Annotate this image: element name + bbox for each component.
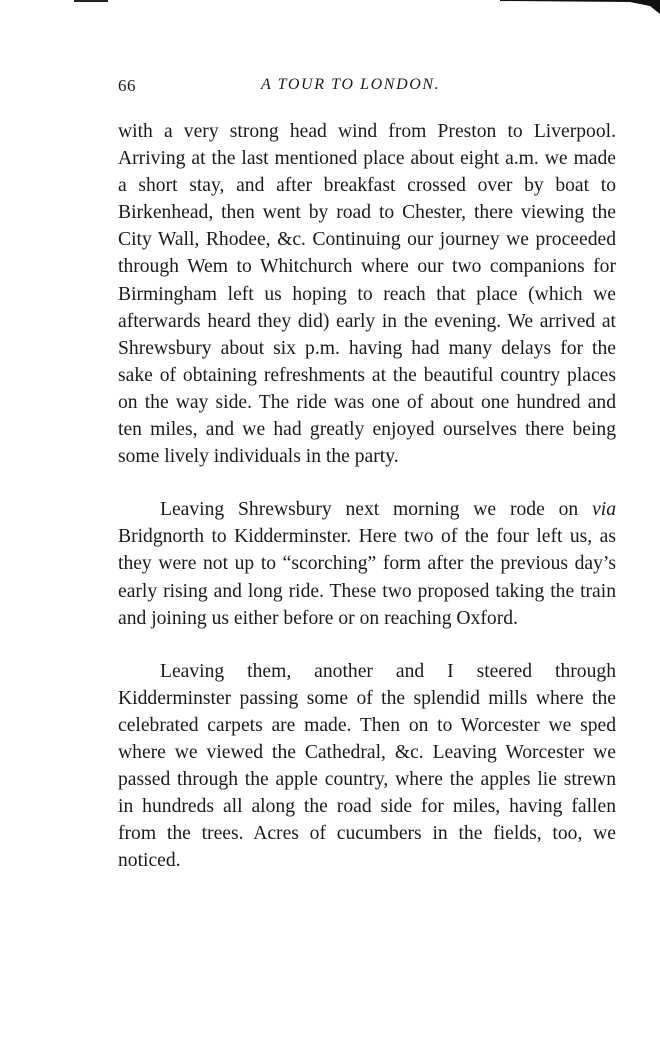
paragraph-text-end: Bridgnorth to Kidderminster. Here two of the four left us, as they were not up to “scorching” form after the previous day’s early rising and long ride. These two proposed taking the train and joining us either before or on reaching Oxford. xyxy=(118,526,616,629)
italic-via: via xyxy=(592,499,616,521)
paragraph-leaving-them: Leaving them, another and I steered through Kidderminster passing some of the splendid mills where the celebrated carpets are made. Then on to Worcester we sped where we viewed the Cathedral, &c. Leaving Worcester we passed through the apple country, where the apples lie strewn in hundreds all along the road side for miles, having fallen from the trees. Acres of cucumbers in the fields, too, we noticed. xyxy=(118,660,616,872)
running-title: A TOUR TO LONDON. xyxy=(261,76,441,93)
body-text xyxy=(118,118,616,874)
scan-edge-mark-right xyxy=(500,0,660,22)
paragraph-leaving-shrewsbury xyxy=(118,496,616,631)
page-number: 66 xyxy=(118,76,136,95)
paragraph-continuation: with a very strong head wind from Preston to Liverpool. Arriving at the last mentioned place about eight a.m. we made a short stay, and after breakfast crossed over by boat to Birkenhead, then went by road to Chester, there viewing the City Wall, Rhodee, &c. Continuing our journey we proceeded through Wem to Whitchurch where our two companions for Birmingham left us hoping to reach that place (which we afterwards heard they did) early in the evening. We arrived at Shrewsbury about six p.m. having had many delays for the sake of obtaining refreshments at the beautiful country places on the way side. The ride was one of about one hundred and ten miles, and we had greatly enjoyed ourselves there being some lively individuals in the party. xyxy=(118,121,616,468)
page-corner-shadow xyxy=(500,0,660,22)
running-head xyxy=(118,76,618,100)
paragraph-text-start: Leaving Shrewsbury next morning we rode on xyxy=(160,499,593,521)
scan-edge-mark-left xyxy=(74,0,108,2)
